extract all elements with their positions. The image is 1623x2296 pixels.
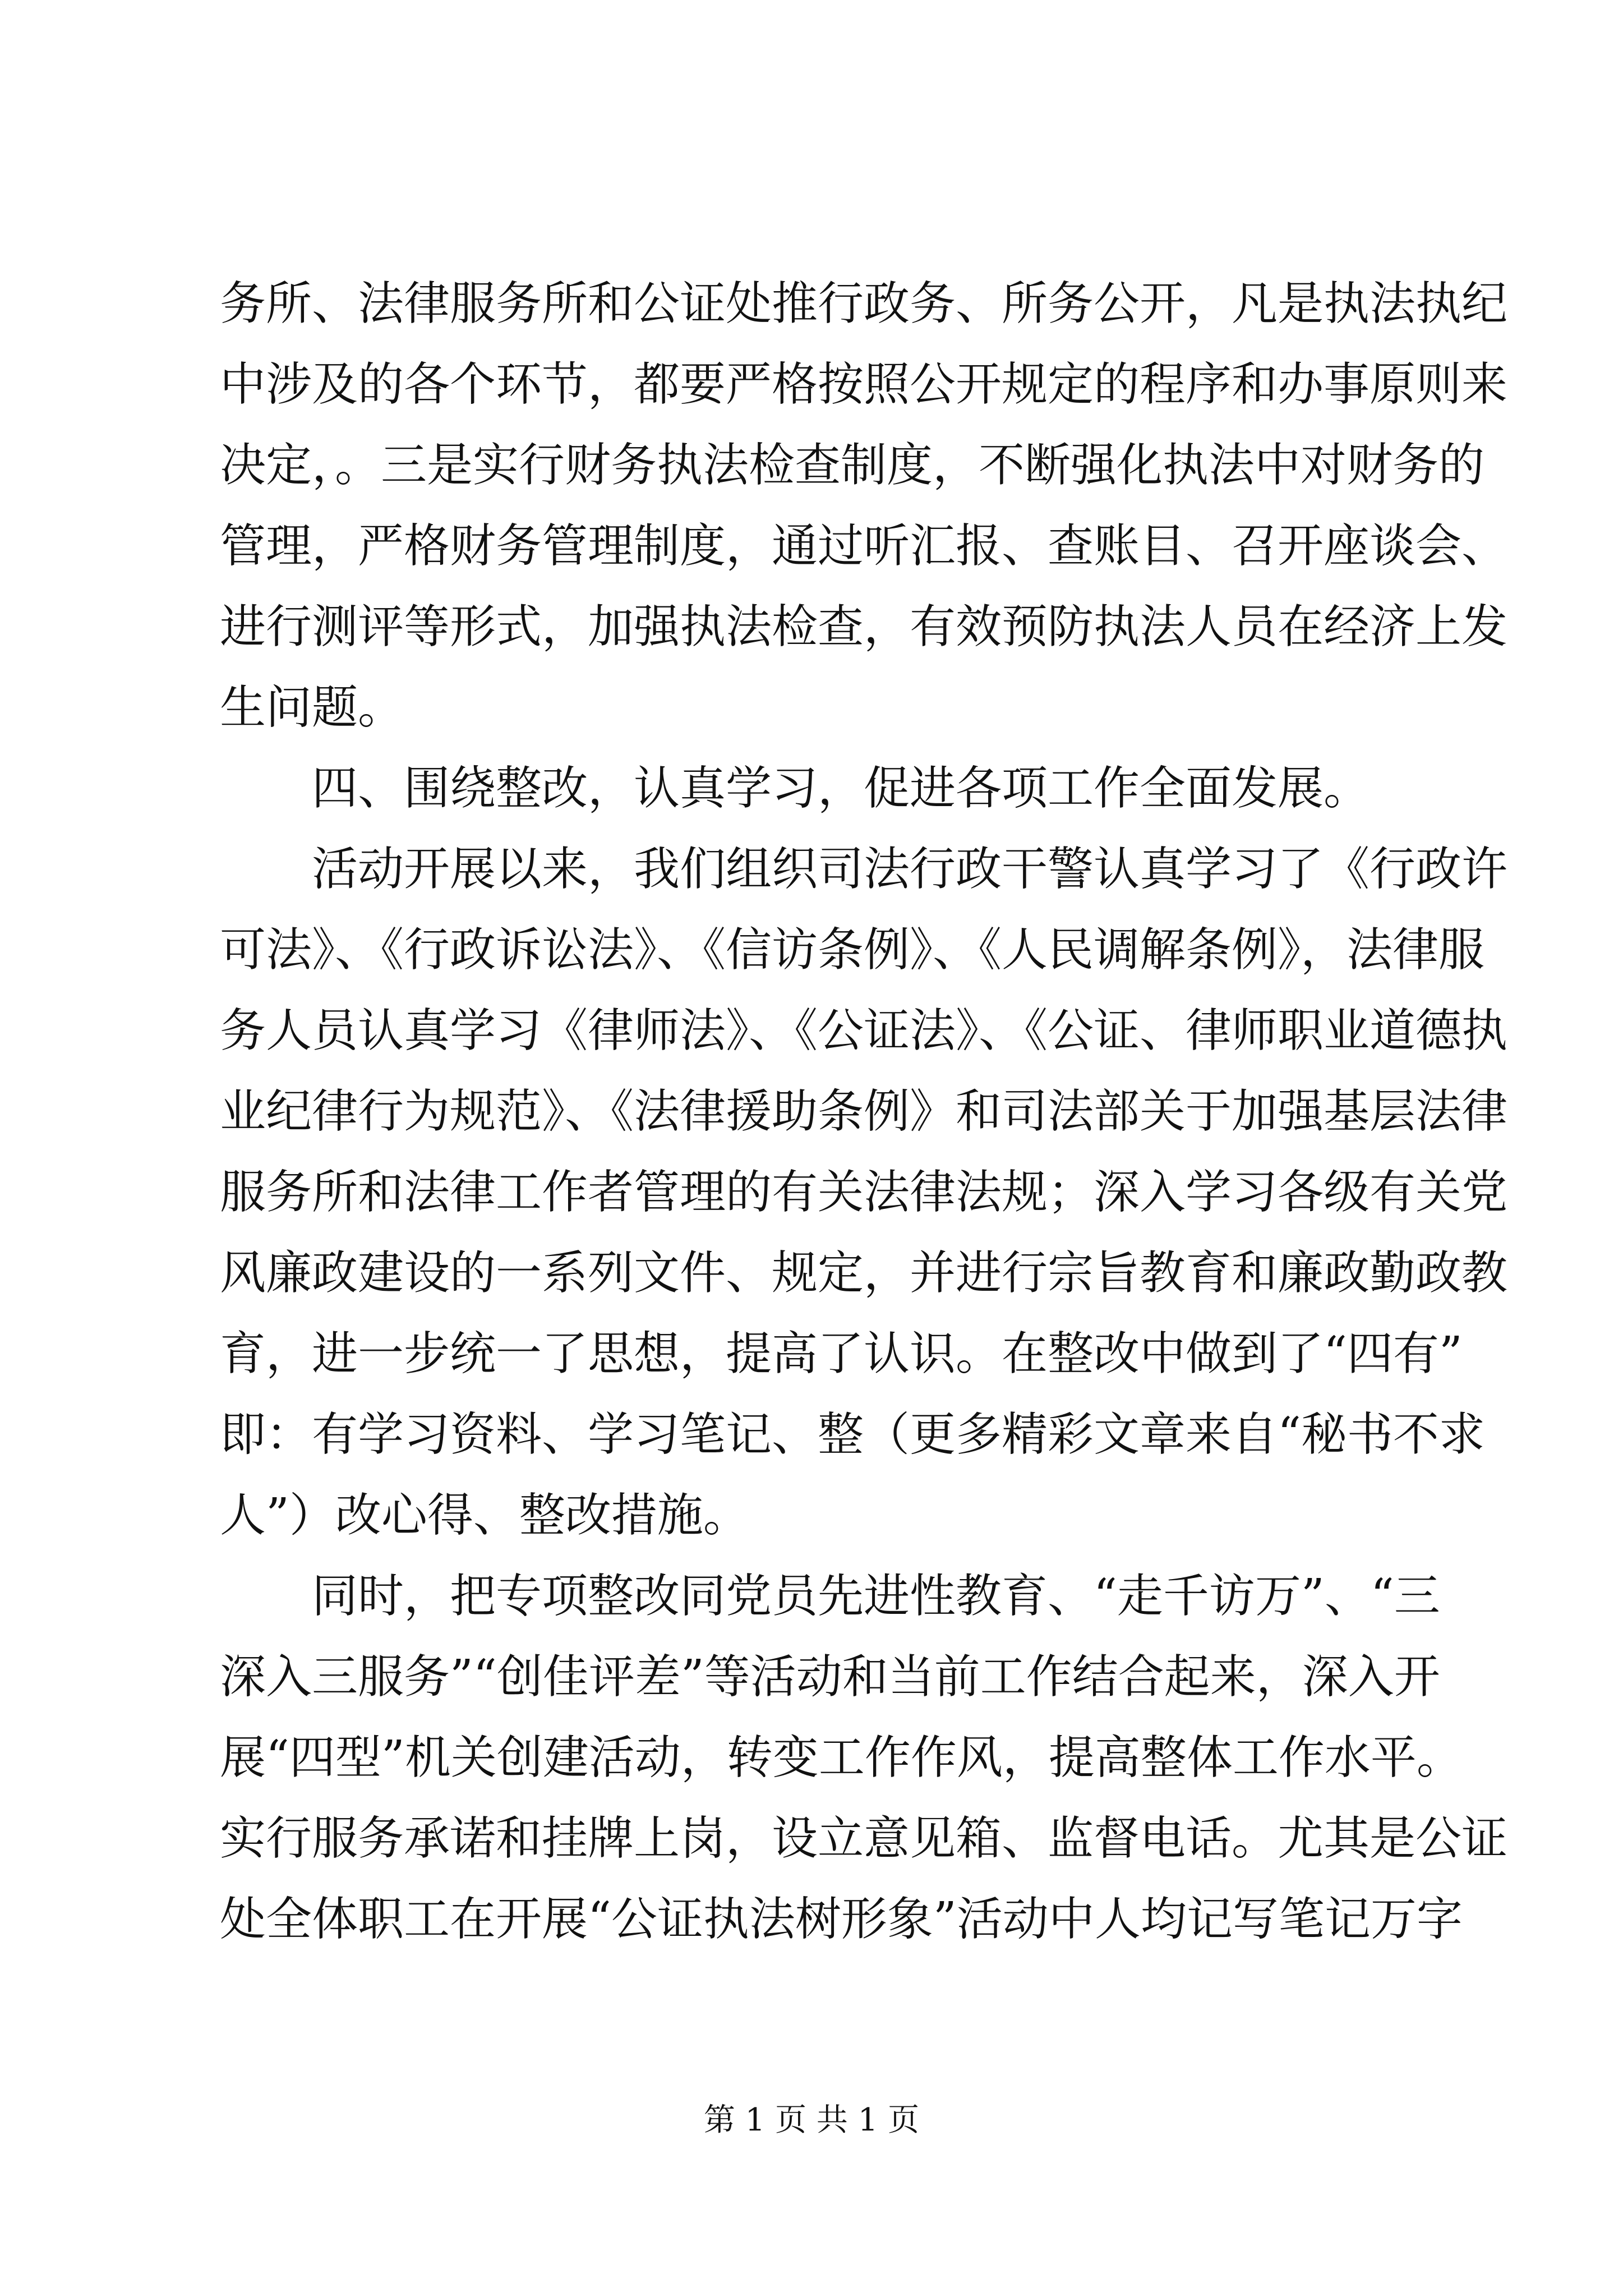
text-line: 育，进一步统一了思想，提高了认识。在整改中做到了“四有” [220, 1327, 1463, 1381]
paragraph [220, 264, 1508, 748]
paragraph [220, 748, 1431, 829]
text-line: 决定，。三是实行财务执法检查制度，不断强化执法中对财务的 [220, 439, 1485, 492]
text-line: 同时，把专项整改同党员先进性教育、“走千访万”、“三 [312, 1570, 1440, 1623]
page-footer: 第 1 页 共 1 页 [703, 2102, 920, 2138]
text-line: 实行服务承诺和挂牌上岗，设立意见箱、监督电话。尤其是公证 [220, 1812, 1508, 1865]
text-line: 服务所和法律工作者管理的有关法律法规；深入学习各级有关党 [220, 1166, 1508, 1219]
paragraph [220, 829, 1508, 1556]
text-line: 活动开展以来，我们组织司法行政干警认真学习了《行政许 [312, 843, 1508, 896]
text-line: 务所、法律服务所和公证处推行政务、所务公开，凡是执法执纪 [220, 277, 1508, 330]
text-line: 风廉政建设的一系列文件、规定，并进行宗旨教育和廉政勤政教 [220, 1246, 1508, 1300]
text-line: 业纪律行为规范》、《法律援助条例》和司法部关于加强基层法律 [220, 1085, 1508, 1138]
document-body [220, 264, 1508, 1960]
text-line: 处全体职工在开展“公证执法树形象”活动中人均记写笔记万字 [220, 1893, 1463, 1946]
text-line: 进行测评等形式，加强执法检查，有效预防执法人员在经济上发 [220, 600, 1508, 654]
text-line: 四、围绕整改，认真学习，促进各项工作全面发展。 [312, 762, 1370, 815]
text-line: 展“四型”机关创建活动，转变工作作风，提高整体工作水平。 [220, 1731, 1463, 1784]
text-line: 即：有学习资料、学习笔记、整（更多精彩文章来自“秘书不求 [220, 1408, 1485, 1461]
text-line: 管理，严格财务管理制度，通过听汇报、查账目、召开座谈会、 [220, 519, 1508, 573]
paragraph [220, 1556, 1508, 1960]
text-line: 生问题。 [220, 681, 404, 734]
text-line: 深入三服务”“创佳评差”等活动和当前工作结合起来，深入开 [220, 1650, 1440, 1704]
text-line: 人”）改心得、整改措施。 [220, 1489, 749, 1542]
text-line: 可法》、《行政诉讼法》、《信访条例》、《人民调解条例》，法律服 [220, 923, 1485, 977]
text-line: 务人员认真学习《律师法》、《公证法》、《公证、律师职业道德执 [220, 1004, 1508, 1057]
text-line: 中涉及的各个环节，都要严格按照公开规定的程序和办事原则来 [220, 358, 1508, 411]
